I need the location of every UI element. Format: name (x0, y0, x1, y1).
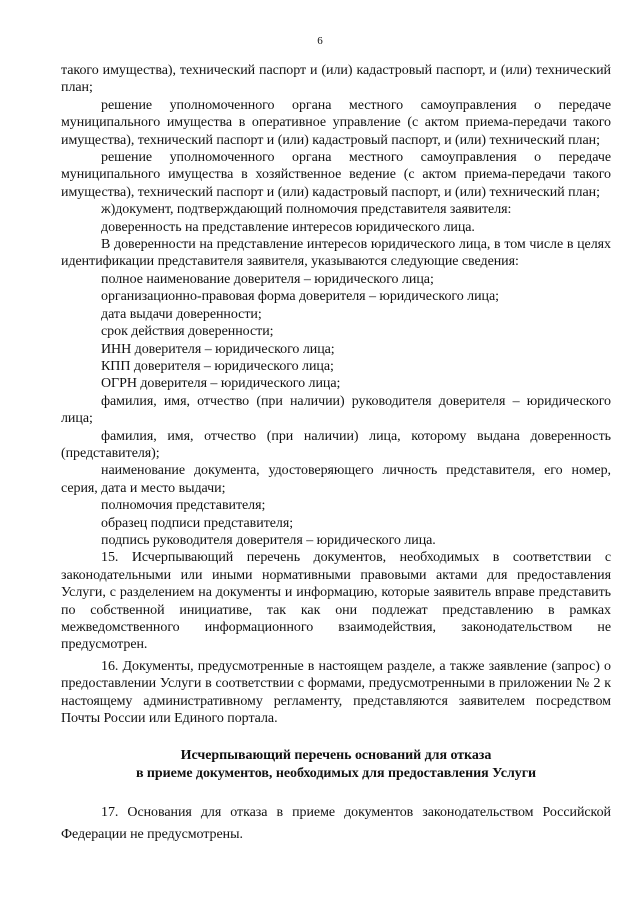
list-item: подпись руководителя доверителя – юридического лица. (101, 532, 436, 548)
list-item: ОГРН доверителя – юридического лица; (101, 376, 341, 392)
paragraph: В доверенности на представление интересов юридического лица, в том числе в целях идентификации представителя заявителя, указываются следующие сведения: (61, 237, 611, 270)
paragraph: доверенность на представление интересов юридического лица. (101, 219, 475, 235)
list-item: организационно-правовая форма доверителя – юридического лица; (101, 289, 499, 305)
section-heading-line1: Исчерпывающий перечень оснований для отказа (180, 748, 492, 764)
list-item: ИНН доверителя – юридического лица; (101, 341, 335, 357)
section-heading (61, 747, 611, 783)
list-item: КПП доверителя – юридического лица; (101, 358, 334, 374)
paragraph-16: 16. Документы, предусмотренные в настоящем разделе, а также заявление (запрос) о предоставлении Услуги в соответствии с формами, предусмотренными в приложении № 2 к настоящему административному регламенту, представляются заявителем посредством Почты России или Единого портала. (61, 658, 611, 727)
list-item: полное наименование доверителя – юридического лица; (101, 271, 434, 287)
paragraph-17: 17. Основания для отказа в приеме документов законодательством Российской Федерации не предусмотрены. (61, 805, 611, 842)
list-item: полномочия представителя; (101, 498, 266, 514)
paragraph: ж)документ, подтверждающий полномочия представителя заявителя: (101, 202, 512, 218)
list-item: фамилия, имя, отчество (при наличии) руководителя доверителя – юридического лица; (61, 393, 611, 427)
section-heading-line2: в приеме документов, необходимых для предоставления Услуги (135, 766, 537, 782)
list-item: срок действия доверенности; (101, 324, 274, 340)
paragraph-15: 15. Исчерпывающий перечень документов, необходимых в соответствии с законодательными или иными нормативными правовыми актами для предоставления Услуги, с разделением на документы и информацию, которые заявитель вправе представить по собственной инициативе, так как они подлежат представлению в рамках межведомственного информационного взаимодействия, законодательством не предусмотрен. (61, 550, 611, 653)
list-item: фамилия, имя, отчество (при наличии) лица, которому выдана доверенность (представителя); (61, 428, 611, 461)
list-item: дата выдачи доверенности; (101, 306, 262, 322)
paragraph: решение уполномоченного органа местного самоуправления о передаче муниципального имущества в оперативное управление (с актом приема-передачи такого имущества), технический паспорт и (или) кадастровый паспорт, и (или) технический план; (61, 97, 611, 148)
list-item: образец подписи представителя; (101, 515, 294, 531)
paragraph: такого имущества), технический паспорт и (или) кадастровый паспорт, и (или) технический план; (61, 63, 611, 96)
page-number: 6 (317, 35, 323, 47)
document-body (61, 62, 611, 845)
paragraph: решение уполномоченного органа местного самоуправления о передаче муниципального имущества в хозяйственное ведение (с актом приема-передачи такого имущества), технический паспорт и (или) кадастровый паспорт, и (или) технический план; (61, 150, 611, 200)
list-item: наименование документа, удостоверяющего личность представителя, его номер, серия, дата и место выдачи; (61, 463, 611, 496)
